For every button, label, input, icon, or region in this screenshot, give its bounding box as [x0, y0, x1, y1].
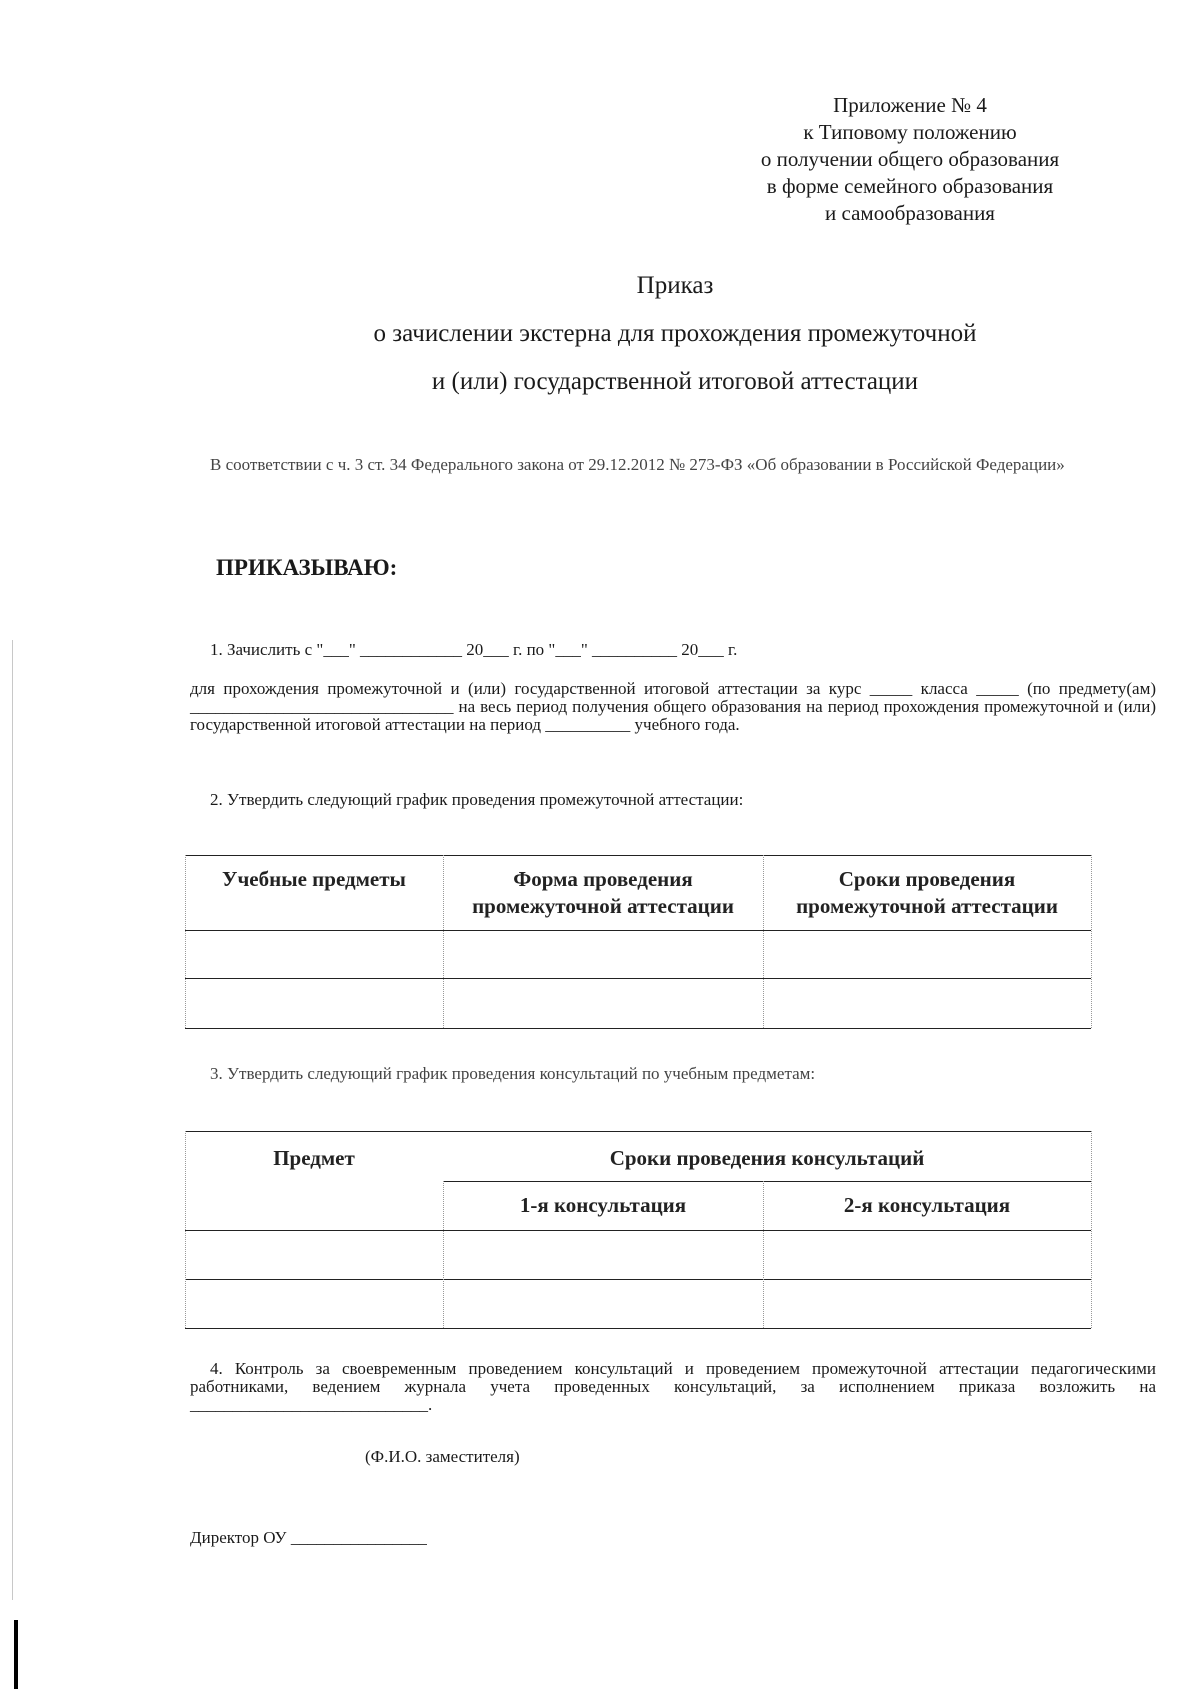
item-3-text: 3. Утвердить следующий график проведения консультаций по учебным предметам: — [210, 1064, 816, 1083]
table-2-top-border — [185, 1131, 1091, 1132]
table-2-bottom-border — [185, 1328, 1091, 1329]
table-2-header-second: 2-я консультация — [843, 1193, 1011, 1217]
table-2-header-first: 1-я консультация — [519, 1193, 687, 1217]
document-title: Приказ — [636, 272, 714, 299]
annex-block — [700, 92, 1120, 227]
table-2-header-group: Сроки проведения консультаций — [609, 1146, 925, 1170]
item-1-enroll-line: 1. Зачислить с "___" ____________ 20___ г. по "___" __________ 20___ г. — [210, 640, 738, 659]
annex-line-4: в форме семейного образования — [766, 174, 1054, 198]
table-1-header-dates-line-2: промежуточной аттестации — [796, 894, 1058, 918]
item-1-paragraph: для прохождения промежуточной и (или) государственной итоговой аттестации за курс _____ класса _____ (по предмету(ам) _______________________________ на весь период получения общего образования на период прохождения промежуточной и (или) государственной итоговой аттестации на период __________ учебного года. — [190, 679, 1156, 734]
table-1-header-form-line-2: промежуточной аттестации — [472, 894, 734, 918]
annex-line-2: к Типовому положению — [803, 120, 1017, 144]
table-2-group-border — [443, 1181, 1091, 1182]
basis-paragraph: В соответствии с ч. 3 ст. 34 Федерального закона от 29.12.2012 № 273-ФЗ «Об образовании в Российской Федерации» — [210, 455, 1065, 474]
item-2-text: 2. Утвердить следующий график проведения промежуточной аттестации: — [210, 790, 744, 809]
table-2-col-border — [443, 1181, 444, 1328]
annex-line-3: о получении общего образования — [760, 147, 1060, 171]
annex-line-5: и самообразования — [825, 201, 995, 225]
document-subtitle-line-1: о зачислении экстерна для прохождения промежуточной — [373, 320, 977, 347]
table-1-bottom-border — [185, 1028, 1091, 1029]
table-1-row-border — [185, 978, 1091, 979]
director-signature-line: Директор ОУ ________________ — [190, 1528, 427, 1547]
table-2-header-subject: Предмет — [273, 1146, 355, 1170]
table-2-col-border — [185, 1131, 186, 1328]
table-1-col-border — [443, 855, 444, 1028]
document-subtitle-line-2: и (или) государственной итоговой аттестации — [431, 368, 919, 395]
order-heading: ПРИКАЗЫВАЮ: — [216, 555, 398, 580]
scan-margin-bar — [14, 1620, 18, 1689]
table-1-col-border — [185, 855, 186, 1028]
table-1-col-border — [763, 855, 764, 1028]
table-2-col-border — [1091, 1131, 1092, 1328]
table-1-header-border — [185, 930, 1091, 931]
table-1-header-subjects: Учебные предметы — [222, 867, 406, 891]
table-2-row-border — [185, 1279, 1091, 1280]
table-1-header-dates — [763, 866, 1091, 920]
table-1-header-form-line-1: Форма проведения — [513, 867, 693, 891]
table-2-col-border — [763, 1181, 764, 1328]
table-1-header-form — [443, 866, 763, 920]
table-1-col-border — [1091, 855, 1092, 1028]
deputy-caption: (Ф.И.О. заместителя) — [365, 1447, 520, 1466]
item-4-paragraph: 4. Контроль за своевременным проведением консультаций и проведением промежуточной аттестации педагогическими работниками, ведением журнала учета проведенных консультаций, за исполнением приказа возложить на ____________________________. — [190, 1359, 1156, 1414]
table-2-header-border — [185, 1230, 1091, 1231]
table-1-header-dates-line-1: Сроки проведения — [838, 867, 1016, 891]
table-1-top-border — [185, 855, 1091, 856]
annex-line-1: Приложение № 4 — [833, 93, 987, 117]
scan-margin-line — [12, 640, 13, 1600]
